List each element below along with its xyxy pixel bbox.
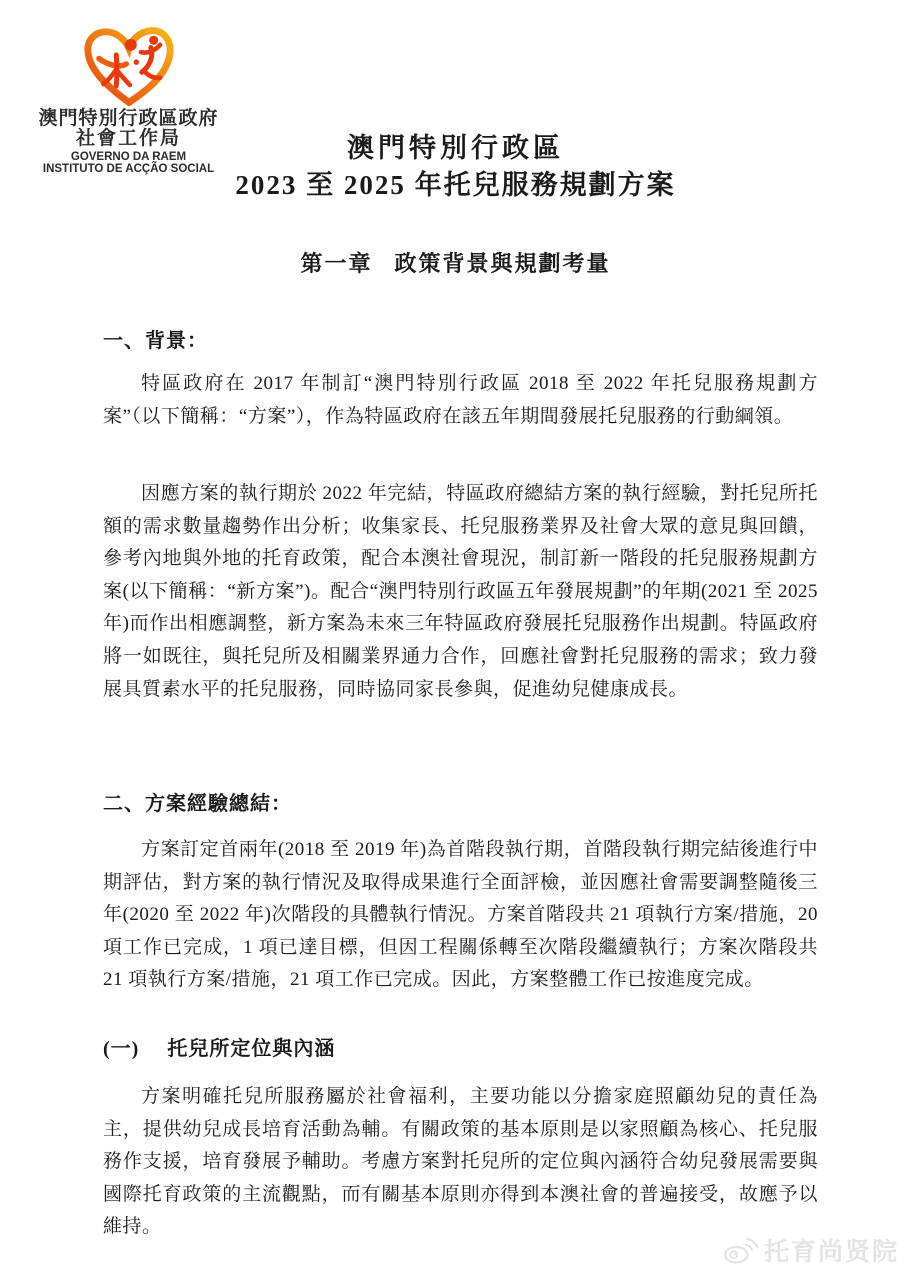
title-line-2: 2023 至 2025 年托兒服務規劃方案 bbox=[235, 170, 676, 200]
logo-org-pt-line1: GOVERNO DA RAEM bbox=[70, 151, 187, 163]
weibo-icon bbox=[723, 1235, 759, 1265]
chapter-heading bbox=[0, 247, 911, 278]
chapter-name: 政策背景與規劃考量 bbox=[394, 251, 611, 276]
subsection-1-title: 托兒所定位與內涵 bbox=[167, 1038, 336, 1060]
subsection-1-heading bbox=[103, 1036, 818, 1062]
title-line-1: 澳門特別行政區 bbox=[347, 133, 564, 163]
watermark-text: 托育尚贤院 bbox=[763, 1238, 899, 1266]
subsection-1-paragraph-1: 方案明確托兒所服務屬於社會福利，主要功能以分擔家庭照顧幼兒的責任為主，提供幼兒成長培育活動為輔。有關政策的基本原則是以家照顧為核心、托兒服務作支援，培育發展予輔助。考慮方案對托兒所的定位與內涵符合幼兒發展需要與國際托育政策的主流觀點，而有關基本原則亦得到本澳社會的普遍接受，故應予以維持。 bbox=[103, 1086, 818, 1238]
document-title bbox=[0, 128, 911, 202]
logo-org-cn-line2: 社會工作局 bbox=[75, 128, 181, 149]
watermark bbox=[723, 1232, 899, 1268]
document-body bbox=[103, 328, 818, 1248]
section-2-heading: 二、方案經驗總結： bbox=[103, 793, 292, 815]
section-1-paragraph-2: 因應方案的執行期於 2022 年完結，特區政府總結方案的執行經驗，對托兒所托額的需求數量趨勢作出分析；收集家長、托兒服務業界及社會大眾的意見與回饋，參考內地與外地的托育政策，配合本澳社會現況，制訂新一階段的托兒服務規劃方案(以下簡稱：“新方案”)。配合“澳門特別行政區五年發展規劃”的年期(2021 至 2025 年)而作出相應調整，新方案為未來三年特區政府發展托兒服務作出規劃。特區政府將一如既往，與托兒所及相關業界通力合作，回應社會對托兒服務的需求；致力發展具質素水平的托兒服務，同時協同家長參與，促進幼兒健康成長。 bbox=[103, 483, 818, 700]
logo-org-cn-line1: 澳門特別行政區政府 bbox=[38, 108, 219, 129]
section-1-paragraph-1: 特區政府在 2017 年制訂“澳門特別行政區 2018 至 2022 年托兒服務規劃方案”（以下簡稱：“方案”），作為特區政府在該五年期間發展托兒服務的行動綱領。 bbox=[103, 373, 818, 427]
chapter-number: 第一章 bbox=[300, 251, 373, 276]
section-1-heading: 一、背景： bbox=[103, 330, 208, 352]
isa-heart-logo bbox=[69, 22, 189, 106]
section-2-paragraph-1: 方案訂定首兩年(2018 至 2019 年)為首階段執行期，首階段執行期完結後進行中期評估，對方案的執行情況及取得成果進行全面評檢，並因應社會需要調整隨後三年(2020 至 2022 年)次階段的具體執行情況。方案首階段共 21 項執行方案/措施，20 項工作已完成，1 項已達目標，但因工程關係轉至次階段繼續執行；方案次階段共 21 項執行方案/措施，21 項工作已完成。因此，方案整體工作已按進度完成。 bbox=[103, 839, 818, 991]
subsection-1-number: (一) bbox=[103, 1038, 140, 1060]
logo-org-pt-line2: INSTITUTO DE ACÇÃO SOCIAL bbox=[42, 163, 215, 175]
